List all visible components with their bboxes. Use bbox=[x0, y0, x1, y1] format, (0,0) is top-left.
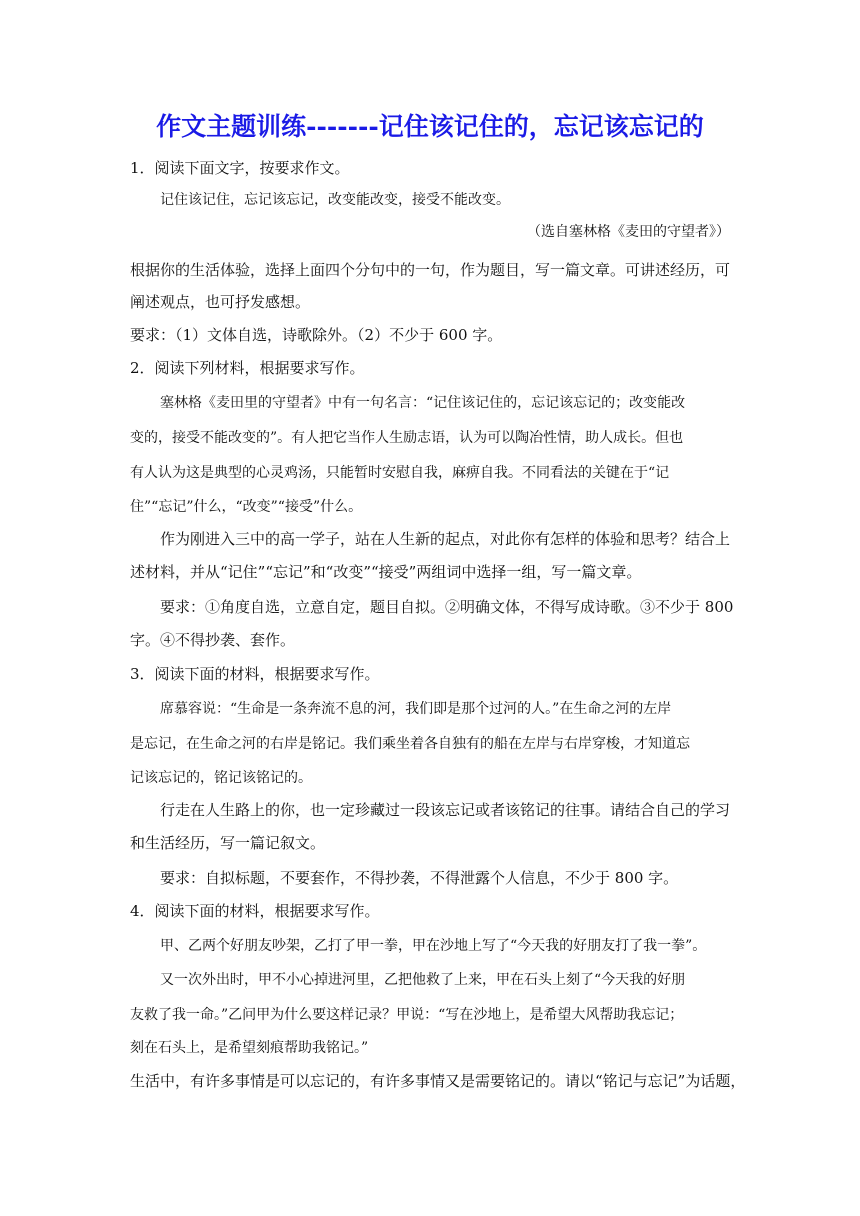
body-line: 生活中，有许多事情是可以忘记的，有许多事情又是需要铭记的。请以“铭记与忘记”为话题， bbox=[130, 1072, 746, 1090]
body-line: 作为刚进入三中的高一学子，站在人生新的起点，对此你有怎样的体验和思考？结合上 bbox=[160, 530, 731, 548]
requirement-line: 要求：①角度自选，立意自定，题目自拟。②明确文体，不得写成诗歌。③不少于 800 bbox=[160, 598, 734, 616]
material-line: 记该忘记的，铭记该铭记的。 bbox=[130, 770, 312, 786]
quote-source: （选自塞林格《麦田的守望者》） bbox=[527, 224, 730, 240]
material-line: 刻在石头上，是希望刻痕帮助我铭记。” bbox=[130, 1040, 369, 1056]
question-1-heading: 1．阅读下面文字，按要求作文。 bbox=[130, 159, 350, 177]
material-line: 席慕容说：“生命是一条奔流不息的河，我们即是那个过河的人。”在生命之河的左岸 bbox=[160, 701, 672, 717]
material-line: 变的，接受不能改变的”。有人把它当作人生励志语，认为可以陶冶性情，助人成长。但也 bbox=[130, 430, 684, 446]
question-2-heading: 2．阅读下列材料，根据要求写作。 bbox=[130, 359, 365, 377]
material-line: 又一次外出时，甲不小心掉进河里，乙把他救了上来，甲在石头上刻了“今天我的好朋 bbox=[160, 972, 686, 988]
material-line: 甲、乙两个好朋友吵架，乙打了甲一拳，甲在沙地上写了“今天我的好朋友打了我一拳”。 bbox=[160, 938, 707, 954]
body-line: 和生活经历，写一篇记叙文。 bbox=[130, 834, 326, 852]
material-line: 住”“忘记”什么，“改变”“接受”什么。 bbox=[130, 499, 363, 515]
body-line: 根据你的生活体验，选择上面四个分句中的一句，作为题目，写一篇文章。可讲述经历，可 bbox=[130, 261, 731, 279]
body-line: 行走在人生路上的你，也一定珍藏过一段该忘记或者该铭记的往事。请结合自己的学习 bbox=[160, 801, 731, 819]
question-3-heading: 3．阅读下面的材料，根据要求写作。 bbox=[130, 665, 380, 683]
body-line: 述材料，并从“记住”“忘记”和“改变”“接受”两组词中选择一组，写一篇文章。 bbox=[130, 563, 642, 581]
material-line: 塞林格《麦田里的守望者》中有一句名言：“记住该记住的，忘记该忘记的；改变能改 bbox=[160, 395, 686, 411]
question-4-heading: 4．阅读下面的材料，根据要求写作。 bbox=[130, 902, 380, 920]
requirement-line: 要求：自拟标题，不要套作，不得抄袭，不得泄露个人信息，不少于 800 字。 bbox=[160, 869, 679, 887]
material-line: 友救了我一命。”乙问甲为什么要这样记录？甲说：“写在沙地上，是希望大风帮助我忘记； bbox=[130, 1007, 684, 1023]
material-line: 有人认为这是典型的心灵鸡汤，只能暂时安慰自我，麻痹自我。不同看法的关键在于“记 bbox=[130, 465, 670, 481]
quote-line: 记住该记住，忘记该忘记，改变能改变，接受不能改变。 bbox=[160, 192, 510, 208]
material-line: 是忘记，在生命之河的右岸是铭记。我们乘坐着各自独有的船在左岸与右岸穿梭，才知道忘 bbox=[130, 736, 690, 752]
requirement-line: 要求：（1）文体自选，诗歌除外。（2）不少于 600 字。 bbox=[130, 326, 503, 344]
body-line: 阐述观点，也可抒发感想。 bbox=[130, 293, 311, 311]
document-title: 作文主题训练-------记住该记住的，忘记该忘记的 bbox=[156, 112, 704, 141]
requirement-line: 字。④不得抄袭、套作。 bbox=[130, 631, 296, 649]
